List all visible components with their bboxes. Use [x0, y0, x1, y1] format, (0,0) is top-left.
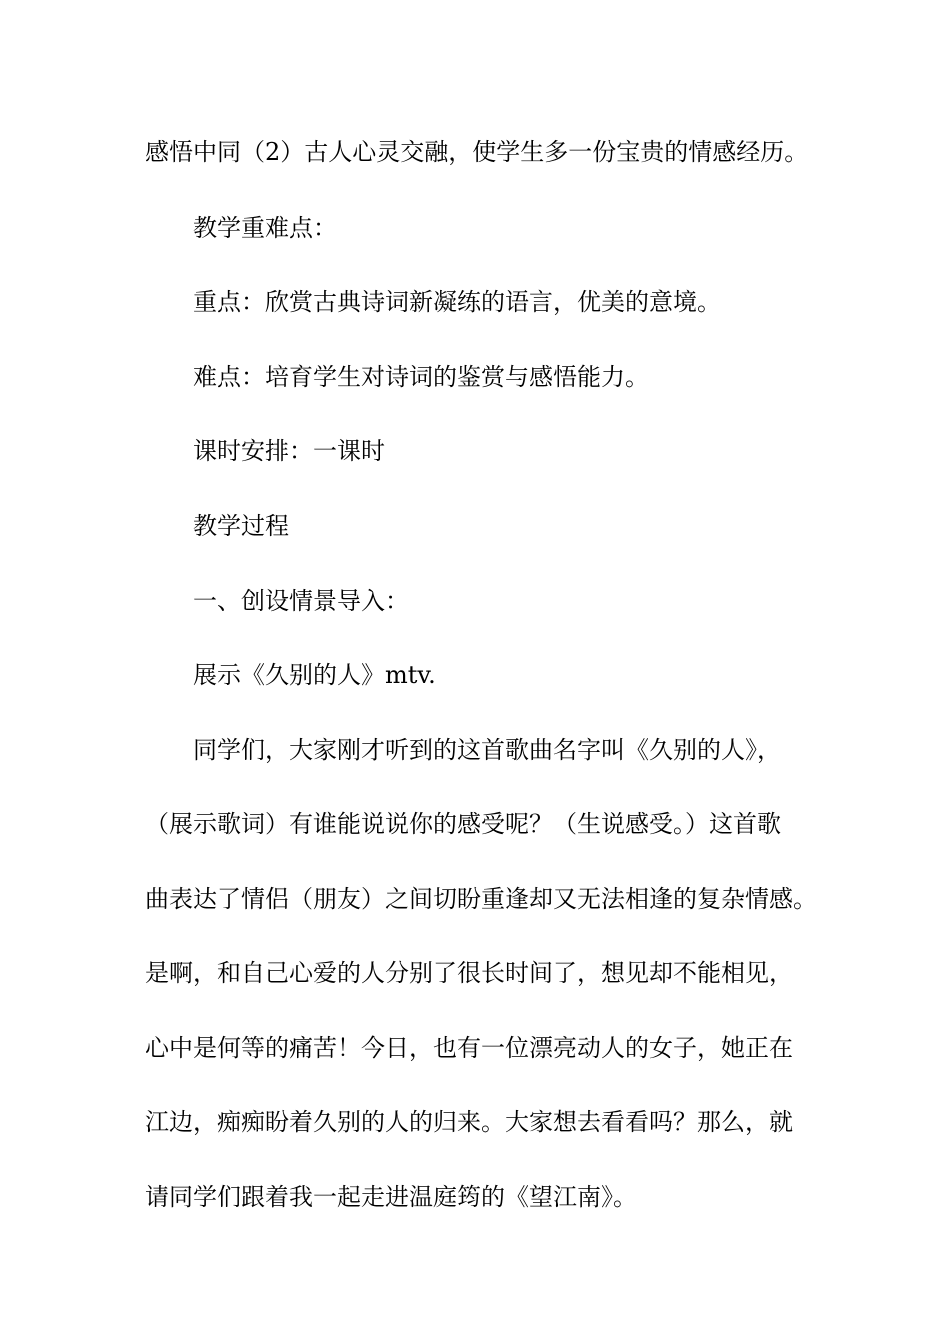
section-heading-difficulties: 教学重难点： [193, 214, 337, 242]
paragraph-line: 请同学们跟着我一起走进温庭筠的《望江南》。 [145, 1183, 637, 1211]
paragraph-line: 江边，痴痴盼着久别的人的归来。大家想去看看吗？那么，就 [145, 1108, 793, 1136]
paragraph-line: （展示歌词）有谁能说说你的感受呢？（生说感受。）这首歌 [145, 810, 781, 838]
section-heading-intro: 一、创设情景导入： [193, 587, 409, 615]
text-line: 感悟中同（2）古人心灵交融，使学生多一份宝贵的情感经历。 [145, 138, 809, 166]
section-heading-process: 教学过程 [193, 512, 289, 540]
paragraph-line: 心中是何等的痛苦！今日，也有一位漂亮动人的女子，她正在 [145, 1034, 793, 1062]
paragraph-line: 是啊，和自己心爱的人分别了很长时间了，想见却不能相见， [145, 959, 793, 987]
paragraph-line: 同学们，大家刚才听到的这首歌曲名字叫《久别的人》， [193, 736, 781, 764]
text-line-difficult-point: 难点：培育学生对诗词的鉴赏与感悟能力。 [193, 363, 649, 391]
text-line-schedule: 课时安排：一课时 [193, 437, 385, 465]
paragraph-line: 曲表达了情侣（朋友）之间切盼重逢却又无法相逢的复杂情感。 [145, 885, 817, 913]
text-line-show-mtv: 展示《久别的人》mtv. [193, 661, 436, 689]
text-line-key-point: 重点：欣赏古典诗词新凝练的语言，优美的意境。 [193, 288, 721, 316]
